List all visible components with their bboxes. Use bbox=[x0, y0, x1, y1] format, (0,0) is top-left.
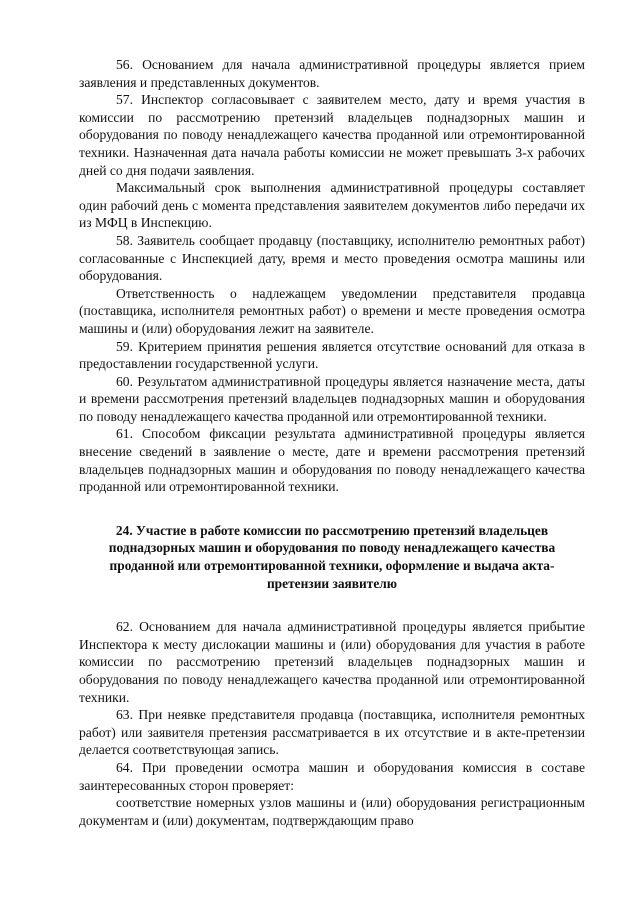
paragraph-58-responsibility: Ответственность о надлежащем уведомлении представителя продавца (поставщика, исполнителя ремонтных работ) о времени и месте проведения осмотра машины и (или) оборудования лежит на заявителе. bbox=[79, 285, 585, 336]
paragraph-57-max-term: Максимальный срок выполнения административной процедуры составляет один рабочий день с момента представления заявителем документов либо передачи их из МФЦ в Инспекцию. bbox=[79, 180, 585, 231]
paragraph-61: 61. Способом фиксации результата административной процедуры является внесение сведений в заявление о месте, дате и времени рассмотрения претензий владельцев поднадзорных машин и оборудования по поводу ненадлежащего качества проданной или отремонтированной техники. bbox=[79, 426, 585, 495]
paragraph-64-item: соответствие номерных узлов машины и (или) оборудования регистрационным документам и (или) документам, подтверждающим право bbox=[79, 795, 585, 828]
paragraph-63: 63. При неявке представителя продавца (поставщика, исполнителя ремонтных работ) или заявителя претензия рассматривается в их отсутствие и в акте-претензии делается соответствующая запись. bbox=[79, 707, 585, 758]
paragraph-60: 60. Результатом административной процедуры является назначение места, даты и времени рассмотрения претензий владельцев поднадзорных машин и оборудования по поводу ненадлежащего качества проданной или отремонтированной техники. bbox=[79, 373, 585, 424]
paragraph-57: 57. Инспектор согласовывает с заявителем место, дату и время участия в комиссии по рассмотрению претензий владельцев поднадзорных машин и оборудования по поводу ненадлежащего качества проданной или отремонтированной техники. Назначенная дата начала работы комиссии не может превышать 3-х рабочих дней со дня подачи заявления. bbox=[79, 92, 585, 178]
paragraph-59: 59. Критерием принятия решения является отсутствие оснований для отказа в предоставлении государственной услуги. bbox=[79, 338, 585, 372]
paragraph-64: 64. При проведении осмотра машин и оборудования комиссия в составе заинтересованных сторон проверяет: bbox=[79, 759, 585, 793]
section-heading: 24. Участие в работе комиссии по рассмотрению претензий владельцев поднадзорных машин и оборудования по поводу ненадлежащего качества проданной или отремонтированной техники, оформление и выдача акта-претензии заявителю bbox=[108, 522, 556, 591]
paragraph-62: 62. Основанием для начала административной процедуры является прибытие Инспектора к месту дислокации машины и (или) оборудования для участия в работе комиссии по рассмотрению претензий владельцев поднадзорных машин и оборудования по поводу ненадлежащего качества проданной или отремонтированной техники. bbox=[79, 619, 585, 705]
paragraph-56: 56. Основанием для начала административной процедуры является прием заявления и представленных документов. bbox=[79, 57, 585, 90]
document-page bbox=[79, 56, 585, 829]
paragraph-58: 58. Заявитель сообщает продавцу (поставщику, исполнителю ремонтных работ) согласованные с Инспекцией дату, время и место проведения осмотра машины или оборудования. bbox=[79, 232, 585, 284]
